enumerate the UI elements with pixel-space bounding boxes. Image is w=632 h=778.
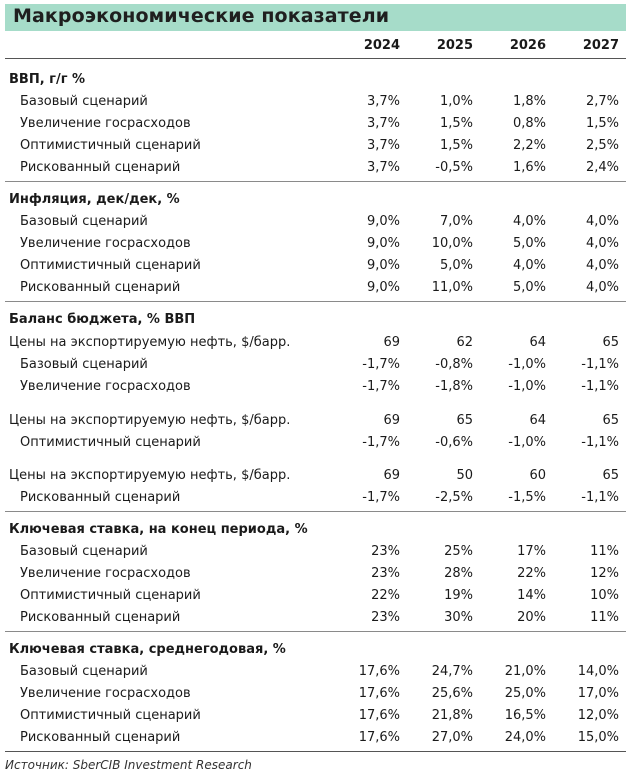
cell: 64 [529,335,546,350]
cell: 4,0% [585,280,619,295]
cell: 1,8% [512,94,546,109]
cell: 12% [590,566,619,581]
table-row [5,277,626,299]
row-label: Базовый сценарий [20,544,148,559]
cell: -1,1% [581,435,619,450]
cell: 21,8% [431,708,473,723]
table-row [5,585,626,607]
row-label: Увеличение госрасходов [20,116,191,131]
cell: -1,7% [362,435,400,450]
section-header-inflation [5,189,626,211]
year-header: 2027 [582,38,619,53]
cell: 1,0% [439,94,473,109]
cell: 11% [590,610,619,625]
table-row [5,157,626,179]
cell: 22% [517,566,546,581]
table-row [5,211,626,233]
cell: -1,5% [508,490,546,505]
cell: -1,0% [508,357,546,372]
cell: 17,6% [358,664,400,679]
table-row [5,487,626,509]
table-row [5,727,626,749]
cell: 69 [383,468,400,483]
row-label: Цены на экспортируемую нефть, $/барр. [9,413,291,428]
cell: 60 [529,468,546,483]
row-label: Увеличение госрасходов [20,566,191,581]
cell: 5,0% [512,236,546,251]
cell: 25,0% [504,686,546,701]
table-row [5,563,626,585]
cell: 65 [602,335,619,350]
cell: 1,5% [439,138,473,153]
section-title: Инфляция, дек/дек, % [9,192,180,207]
cell: 24,7% [431,664,473,679]
table-row [5,354,626,376]
row-label: Рискованный сценарий [20,730,181,745]
cell: 5,0% [512,280,546,295]
cell: 2,2% [512,138,546,153]
cell: -0,6% [435,435,473,450]
section-title: Ключевая ставка, среднегодовая, % [9,642,286,657]
cell: 69 [383,335,400,350]
cell: 1,5% [585,116,619,131]
cell: 69 [383,413,400,428]
table-row [5,233,626,255]
cell: 2,5% [585,138,619,153]
cell: 9,0% [366,236,400,251]
cell: 4,0% [585,214,619,229]
oil-price-row [5,465,626,487]
row-label: Базовый сценарий [20,357,148,372]
cell: 2,7% [585,94,619,109]
cell: -1,1% [581,379,619,394]
cell: 5,0% [439,258,473,273]
cell: 1,5% [439,116,473,131]
row-label: Рискованный сценарий [20,490,181,505]
row-label: Рискованный сценарий [20,280,181,295]
cell: 15,0% [577,730,619,745]
row-label: Базовый сценарий [20,664,148,679]
cell: 65 [456,413,473,428]
cell: 16,5% [504,708,546,723]
cell: 62 [456,335,473,350]
cell: -0,5% [435,160,473,175]
cell: 14,0% [577,664,619,679]
cell: 4,0% [512,258,546,273]
cell: 65 [602,468,619,483]
year-header: 2025 [436,38,473,53]
table-row [5,255,626,277]
cell: 10,0% [431,236,473,251]
row-label: Рискованный сценарий [20,610,181,625]
table-row [5,661,626,683]
row-label: Оптимистичный сценарий [20,708,201,723]
cell: 20% [517,610,546,625]
table-title: Макроэкономические показатели [13,5,390,27]
cell: -2,5% [435,490,473,505]
section-divider [5,301,626,302]
cell: 12,0% [577,708,619,723]
section-divider [5,631,626,632]
year-header-row [5,33,626,59]
cell: 17,6% [358,708,400,723]
cell: 3,7% [366,160,400,175]
cell: 64 [529,413,546,428]
row-label: Оптимистичный сценарий [20,588,201,603]
cell: 10% [590,588,619,603]
cell: 9,0% [366,280,400,295]
table-row [5,607,626,629]
cell: 23% [371,566,400,581]
cell: 19% [444,588,473,603]
table-row [5,113,626,135]
row-label: Цены на экспортируемую нефть, $/барр. [9,468,291,483]
cell: 11% [590,544,619,559]
cell: 11,0% [431,280,473,295]
cell: 17,6% [358,730,400,745]
cell: -1,8% [435,379,473,394]
section-divider [5,181,626,182]
cell: 3,7% [366,138,400,153]
table-row [5,376,626,398]
cell: -1,7% [362,490,400,505]
table-row [5,135,626,157]
cell: -1,7% [362,379,400,394]
source-note: Источник: SberCIB Investment Research [5,758,252,772]
cell: 23% [371,544,400,559]
row-label: Оптимистичный сценарий [20,435,201,450]
row-label: Увеличение госрасходов [20,686,191,701]
cell: 23% [371,610,400,625]
section-title: ВВП, г/г % [9,72,86,87]
cell: 50 [456,468,473,483]
table-row [5,683,626,705]
section-header-gdp [5,69,626,91]
table-row [5,91,626,113]
year-header: 2026 [509,38,546,53]
section-header-key-rate-avg [5,639,626,661]
cell: 30% [444,610,473,625]
cell: 1,6% [512,160,546,175]
cell: 2,4% [585,160,619,175]
cell: 0,8% [512,116,546,131]
cell: -1,1% [581,357,619,372]
table-row [5,541,626,563]
cell: 25% [444,544,473,559]
cell: 17,6% [358,686,400,701]
section-header-budget [5,309,626,331]
cell: -1,0% [508,379,546,394]
cell: 7,0% [439,214,473,229]
cell: 65 [602,413,619,428]
cell: 21,0% [504,664,546,679]
cell: 3,7% [366,94,400,109]
table-bottom-border [5,751,626,752]
cell: 4,0% [512,214,546,229]
cell: 27,0% [431,730,473,745]
section-header-key-rate-eop [5,519,626,541]
cell: 24,0% [504,730,546,745]
cell: 14% [517,588,546,603]
oil-price-row [5,410,626,432]
cell: 28% [444,566,473,581]
row-label: Базовый сценарий [20,214,148,229]
section-title: Баланс бюджета, % ВВП [9,312,196,327]
cell: 9,0% [366,258,400,273]
cell: 9,0% [366,214,400,229]
table-row [5,432,626,454]
section-divider [5,511,626,512]
cell: 4,0% [585,258,619,273]
row-label: Цены на экспортируемую нефть, $/барр. [9,335,291,350]
cell: 4,0% [585,236,619,251]
row-label: Увеличение госрасходов [20,236,191,251]
row-label: Оптимистичный сценарий [20,258,201,273]
title-bar [5,4,626,31]
cell: 22% [371,588,400,603]
oil-price-row [5,332,626,354]
cell: 17% [517,544,546,559]
cell: -1,1% [581,490,619,505]
cell: -1,0% [508,435,546,450]
row-label: Базовый сценарий [20,94,148,109]
table-row [5,705,626,727]
cell: -0,8% [435,357,473,372]
cell: 3,7% [366,116,400,131]
row-label: Оптимистичный сценарий [20,138,201,153]
cell: 17,0% [577,686,619,701]
year-header: 2024 [363,38,400,53]
section-title: Ключевая ставка, на конец периода, % [9,522,308,537]
row-label: Рискованный сценарий [20,160,181,175]
cell: 25,6% [431,686,473,701]
cell: -1,7% [362,357,400,372]
row-label: Увеличение госрасходов [20,379,191,394]
